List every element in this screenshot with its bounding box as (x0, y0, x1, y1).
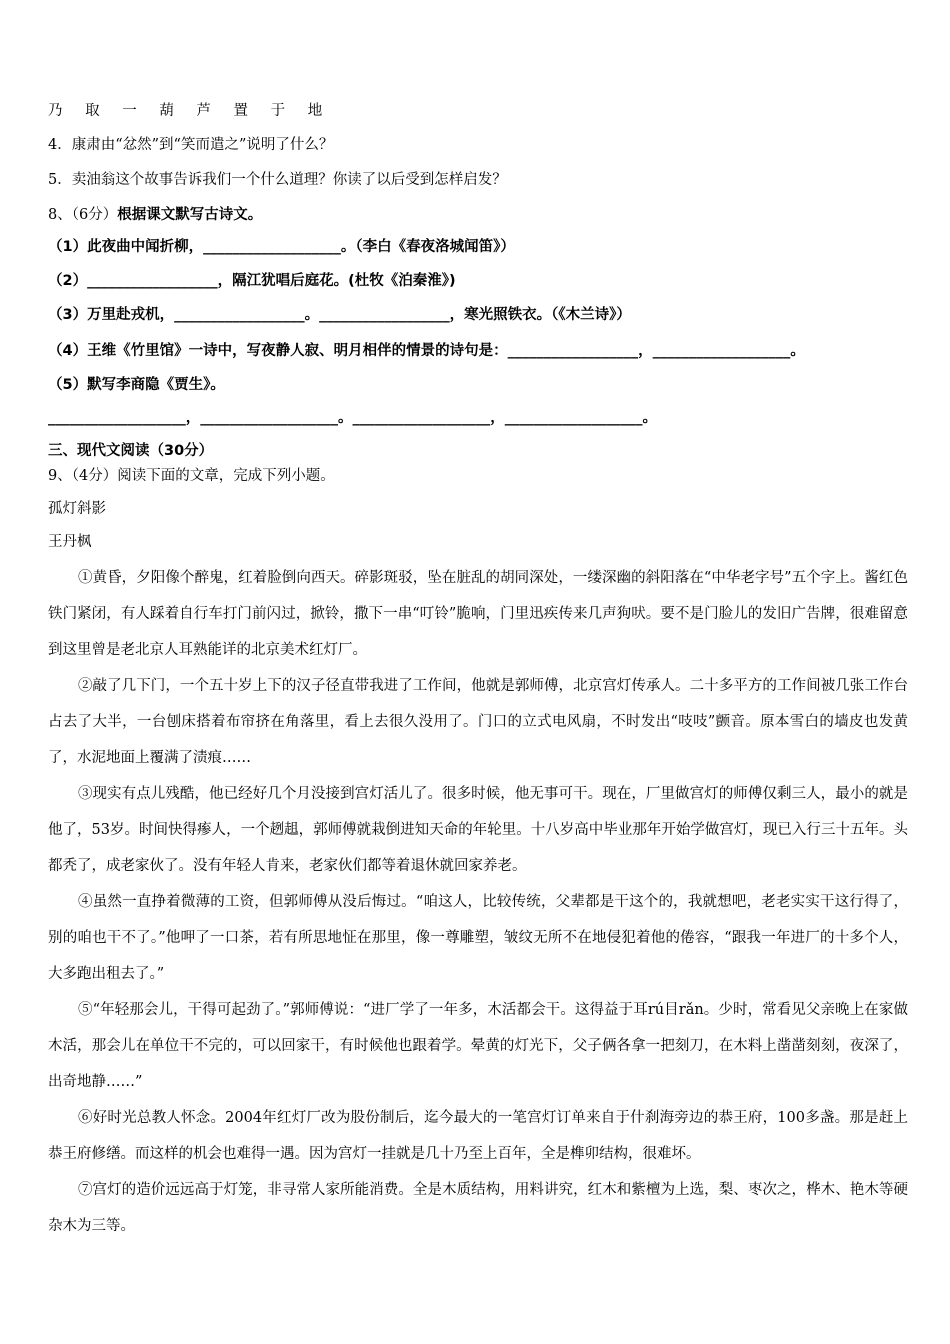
paragraph-3: ③现实有点儿残酷，他已经好几个月没接到宫灯活儿了。很多时候，他无事可干。现在，厂里做宫灯的师傅仅剩三人，最小的就是他了，53岁。时间快得瘆人，一个趔趄，郭师傅就栽倒进知天命的年轮里。十八岁高中毕业那年开始学做宫灯，现已入行三十五年。头都秃了，成老家伙了。没有年轻人肯来，老家伙们都等着退休就回家养老。 (48, 786, 908, 874)
poem-item-3: （3）万里赴戎机，__________________。__________________，寒光照铁衣。（《木兰诗》） (48, 307, 631, 323)
article-title: 孤灯斜影 (48, 501, 106, 517)
question-8-title: 根据课文默写古诗文。 (117, 207, 263, 223)
question-4: 4．康肃由“忿然”到“笑而遣之”说明了什么？ (48, 137, 334, 153)
paragraph-1: ①黄昏，夕阳像个醉鬼，红着脸倒向西天。碎影斑驳，坠在脏乱的胡同深处，一缕深幽的斜阳落在“中华老字号”五个字上。酱红色铁门紧闭，有人踩着自行车打门前闪过，掀铃，撒下一串“叮铃”脆响，门里迅疾传来几声狗吠。要不是门脸儿的发旧广告牌，很难留意到这里曾是老北京人耳熟能详的北京美术红灯厂。 (48, 570, 908, 658)
article-author: 王丹枫 (48, 534, 92, 550)
poem-item-5: （5）默写李商隐《贾生》。 (48, 377, 225, 393)
poem-item-4: （4）王维《竹里馆》一诗中，写夜静人寂、明月相伴的情景的诗句是：__________________，___________________。 (48, 343, 805, 359)
poem-item-1: （1）此夜曲中闻折柳，___________________。（李白《春夜洛城闻笛》） (48, 239, 515, 255)
paragraph-2: ②敲了几下门，一个五十岁上下的汉子径直带我进了工作间，他就是郭师傅，北京宫灯传承人。二十多平方的工作间被几张工作台占去了大半，一台刨床搭着布帘挤在角落里，看上去很久没用了。门口的立式电风扇，不时发出“吱吱”颤音。原本雪白的墙皮也发黄了，水泥地面上覆满了渍痕…… (48, 678, 908, 766)
text-line-1: 乃 取 一 葫 芦 置 于 地 (48, 103, 332, 119)
poem-item-5-blanks: ___________________，___________________。___________________，___________________。 (48, 410, 657, 426)
question-8-prefix: 8、（6分） (48, 207, 118, 223)
question-8 (48, 205, 262, 225)
paragraph-5: ⑤“年轻那会儿，干得可起劲了。”郭师傅说：“进厂学了一年多，木活都会干。这得益于耳rú目rǎn。少时，常看见父亲晚上在家做木活，那会儿在单位干不完的，可以回家干，有时候他也跟着学。晕黄的灯光下，父子俩各拿一把刻刀，在木料上凿凿刻刻，夜深了，出奇地静……” (48, 1002, 908, 1090)
paragraph-4: ④虽然一直挣着微薄的工资，但郭师傅从没后悔过。“咱这人，比较传统，父辈都是干这个的，我就想吧，老老实实干这行得了，别的咱也干不了。”他呷了一口茶，若有所思地怔在那里，像一尊雕塑，皱纹无所不在地侵犯着他的倦容，“跟我一年进厂的十多个人，大多跑出租去了。” (48, 894, 908, 982)
paragraph-7: ⑦宫灯的造价远远高于灯笼，非寻常人家所能消费。全是木质结构，用料讲究，红木和紫檀为上选，梨、枣次之，桦木、艳木等硬杂木为三等。 (48, 1182, 908, 1234)
section-3-heading: 三、现代文阅读（30分） (48, 443, 214, 459)
question-9: 9、（4分）阅读下面的文章，完成下列小题。 (48, 468, 335, 484)
paragraph-6: ⑥好时光总教人怀念。2004年红灯厂改为股份制后，迄今最大的一笔宫灯订单来自于什刹海旁边的恭王府，100多盏。那是赶上恭王府修缮。而这样的机会也难得一遇。因为宫灯一挂就是几十乃至上百年，全是榫卯结构，很难坏。 (48, 1110, 908, 1162)
question-5: 5．卖油翁这个故事告诉我们一个什么道理？你读了以后受到怎样启发？ (48, 172, 507, 188)
poem-item-2: （2）__________________，隔江犹唱后庭花。(杜牧《泊秦淮》) (48, 273, 456, 289)
